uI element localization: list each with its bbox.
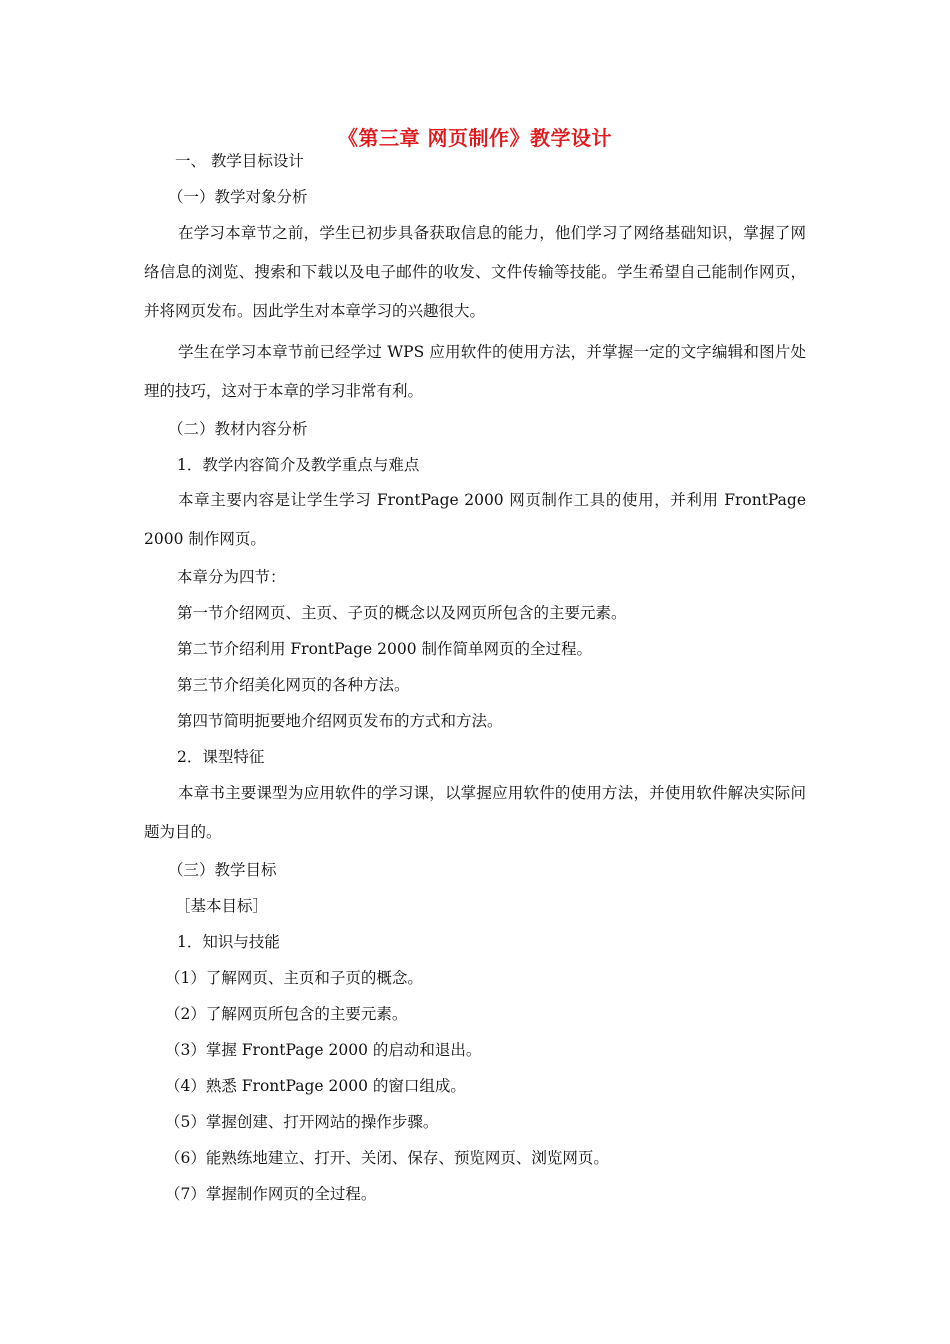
chapter-line-2: 第二节介绍利用 FrontPage 2000 制作简单网页的全过程。 <box>177 640 593 658</box>
subsection-heading-3: （三）教学目标 <box>168 861 277 879</box>
goal-item: （4）熟悉 FrontPage 2000 的窗口组成。 <box>165 1077 466 1095</box>
basic-goals-label: ［基本目标］ <box>175 897 269 915</box>
list-heading-3: 1．知识与技能 <box>177 933 280 951</box>
goal-item: （7）掌握制作网页的全过程。 <box>165 1185 377 1203</box>
paragraph-3: 本章主要内容是让学生学习 FrontPage 2000 网页制作工具的使用，并利用 FrontPage 2000 制作网页。 <box>144 491 806 548</box>
goal-item: （3）掌握 FrontPage 2000 的启动和退出。 <box>165 1041 482 1059</box>
subsection-heading-2: （二）教材内容分析 <box>168 420 308 438</box>
goal-item: （1）了解网页、主页和子页的概念。 <box>165 969 423 987</box>
goal-item: （6）能熟练地建立、打开、关闭、保存、预览网页、浏览网页。 <box>165 1149 609 1167</box>
paragraph-4: 本章书主要课型为应用软件的学习课，以掌握应用软件的使用方法，并使用软件解决实际问题为目的。 <box>144 784 806 841</box>
chapters-intro: 本章分为四节： <box>177 568 286 586</box>
list-heading-1: 1．教学内容简介及教学重点与难点 <box>177 456 420 474</box>
goal-item: （5）掌握创建、打开网站的操作步骤。 <box>165 1113 439 1131</box>
paragraph-2: 学生在学习本章节前已经学过 WPS 应用软件的使用方法，并掌握一定的文字编辑和图片处理的技巧，这对于本章的学习非常有利。 <box>144 343 806 400</box>
chapter-line-1: 第一节介绍网页、主页、子页的概念以及网页所包含的主要元素。 <box>177 604 627 622</box>
chapter-line-4: 第四节简明扼要地介绍网页发布的方式和方法。 <box>177 712 503 730</box>
goal-item: （2）了解网页所包含的主要元素。 <box>165 1005 408 1023</box>
chapter-line-3: 第三节介绍美化网页的各种方法。 <box>177 676 410 694</box>
subsection-heading-1: （一）教学对象分析 <box>168 188 308 206</box>
list-heading-2: 2．课型特征 <box>177 748 265 766</box>
document-title: 《第三章 网页制作》教学设计 <box>338 126 612 150</box>
section-heading-1: 一、 教学目标设计 <box>175 152 304 170</box>
paragraph-1: 在学习本章节之前，学生已初步具备获取信息的能力，他们学习了网络基础知识，掌握了网络信息的浏览、搜索和下载以及电子邮件的收发、文件传输等技能。学生希望自己能制作网页，并将网页发布。因此学生对本章学习的兴趣很大。 <box>144 224 806 320</box>
